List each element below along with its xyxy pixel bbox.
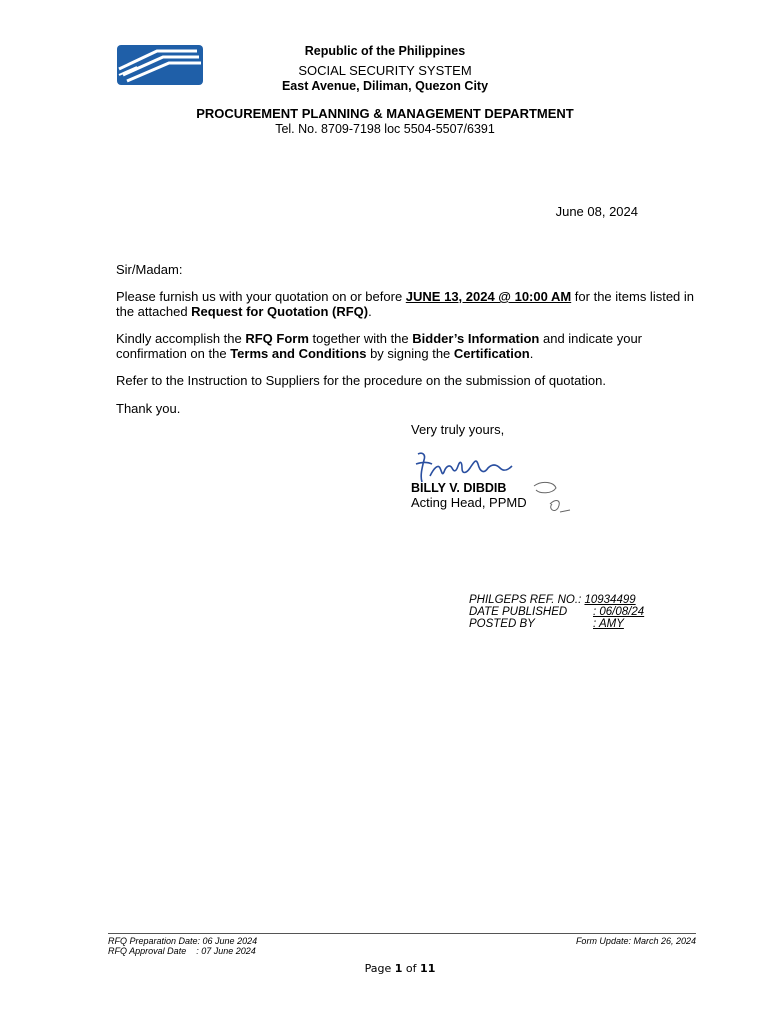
date-published-value: : 06/08/24 bbox=[593, 606, 645, 618]
para1-text-c: . bbox=[368, 304, 372, 319]
philgeps-ref-value: 10934499 bbox=[584, 594, 636, 606]
deadline: JUNE 13, 2024 @ 10:00 AM bbox=[405, 289, 572, 304]
paragraph-instructions bbox=[116, 331, 696, 361]
para1-text-a: Please furnish us with your quotation on or before bbox=[116, 289, 406, 304]
page-number bbox=[0, 962, 770, 975]
rfq-reference: Request for Quotation (RFQ) bbox=[191, 304, 369, 319]
rfq-approval-date: RFQ Approval Date : 07 June 2024 bbox=[108, 946, 256, 956]
header-address: East Avenue, Diliman, Quezon City bbox=[281, 79, 489, 93]
posted-by-label: POSTED BY bbox=[469, 618, 535, 630]
posted-by-value: : AMY bbox=[593, 618, 624, 630]
paragraph-refer: Refer to the Instruction to Suppliers for the procedure on the submission of quotation. bbox=[116, 373, 606, 388]
para2-text-d: by signing the bbox=[366, 346, 454, 361]
header-department: PROCUREMENT PLANNING & MANAGEMENT DEPARTMENT bbox=[196, 106, 574, 121]
bidder-info: Bidder’s Information bbox=[412, 331, 540, 346]
signatory-title: Acting Head, PPMD bbox=[411, 495, 527, 510]
form-update: Form Update: March 26, 2024 bbox=[575, 936, 696, 946]
thank-you: Thank you. bbox=[116, 401, 181, 416]
para2-text-b: together with the bbox=[308, 331, 413, 346]
para2-text-e: . bbox=[529, 346, 534, 361]
closing: Very truly yours, bbox=[411, 422, 505, 437]
footer-rule bbox=[108, 933, 696, 934]
page-prefix: Page bbox=[364, 962, 395, 975]
certification: Certification bbox=[453, 346, 530, 361]
header-republic: Republic of the Philippines bbox=[304, 44, 466, 58]
page-total: 11 bbox=[420, 962, 436, 975]
philgeps-ref bbox=[469, 594, 636, 606]
header-tel: Tel. No. 8709-7198 loc 5504-5507/6391 bbox=[275, 122, 495, 136]
rfq-preparation-date: RFQ Preparation Date: 06 June 2024 bbox=[108, 936, 258, 946]
philgeps-ref-label: PHILGEPS REF. NO.: bbox=[469, 594, 585, 606]
initials bbox=[528, 478, 572, 518]
page-current: 1 bbox=[394, 962, 403, 975]
para2-text-c: and indicate your confirmation on the bbox=[116, 331, 642, 361]
terms-conditions: Terms and Conditions bbox=[230, 346, 367, 361]
page-of: of bbox=[402, 962, 421, 975]
para1-text-b: for the items listed in the attached bbox=[116, 289, 695, 319]
letter-date: June 08, 2024 bbox=[555, 204, 638, 219]
salutation: Sir/Madam: bbox=[116, 262, 183, 277]
paragraph-request bbox=[116, 289, 696, 319]
para2-text-a: Kindly accomplish the bbox=[116, 331, 246, 346]
date-published-label: DATE PUBLISHED bbox=[469, 606, 568, 618]
signatory-name: BILLY V. DIBDIB bbox=[411, 481, 507, 495]
header-agency: SOCIAL SECURITY SYSTEM bbox=[298, 63, 472, 78]
rfq-form: RFQ Form bbox=[245, 331, 309, 346]
